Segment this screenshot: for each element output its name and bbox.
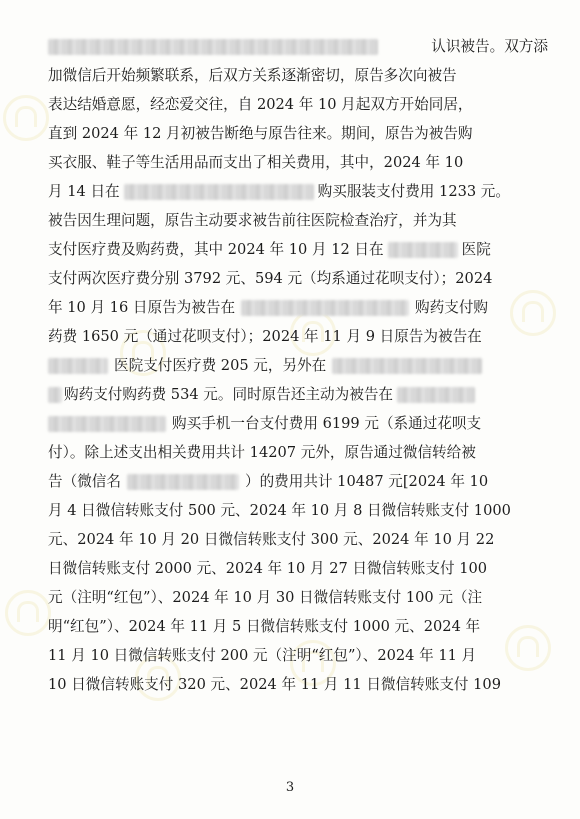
line-text: 医院支付医疗费 205 元，另外在 <box>114 357 327 374</box>
line-text: 年 10 月 16 日原告为被告在 <box>48 299 236 316</box>
line-text: 购药支付购 <box>415 299 489 316</box>
text-line <box>48 469 548 495</box>
text-line <box>48 295 548 321</box>
text-line <box>48 382 548 408</box>
line-text: 付）。除上述支出相关费用共计 14207 元外，原告通过微信转给被 <box>48 444 476 461</box>
redacted-text <box>48 358 108 374</box>
line-text: 购买服装支付费用 1233 元。 <box>317 183 510 200</box>
text-line <box>48 237 548 263</box>
line-text: 加微信后开始频繁联系，后双方关系逐渐密切，原告多次向被告 <box>48 67 457 84</box>
line-text: 月 4 日微信转账支付 500 元、2024 年 10 月 8 日微信转账支付 1000 <box>48 502 511 519</box>
text-line <box>48 527 548 553</box>
redacted-text <box>48 387 62 403</box>
text-line <box>48 208 548 234</box>
line-text: ）的费用共计 10487 元[2024 年 10 <box>244 473 489 490</box>
line-text: 购药支付购药费 534 元。同时原告还主动为被告在 <box>64 386 394 403</box>
watermark-logo-icon <box>5 590 51 636</box>
line-text: 买衣服、鞋子等生活用品而支出了相关费用，其中，2024 年 10 <box>48 154 464 171</box>
redacted-text <box>48 416 166 432</box>
line-text: 明“红包”）、2024 年 11 月 5 日微信转账支付 1000 元、2024 年 <box>48 618 481 635</box>
redacted-text <box>241 300 409 316</box>
line-text: 表达结婚意愿，经恋爱交往，自 2024 年 10 月起双方开始同居， <box>48 96 473 113</box>
line-text: 11 月 10 日微信转账支付 200 元（注明“红包”）、2024 年 11 月 <box>48 647 477 664</box>
line-text: 购买手机一台支付费用 6199 元（系通过花呗支 <box>172 415 482 432</box>
text-line <box>48 585 548 611</box>
line-text: 元（注明“红包”）、2024 年 10 月 30 日微信转账支付 100 元（注 <box>48 589 483 606</box>
text-line <box>48 614 548 640</box>
text-line <box>48 63 548 89</box>
text-line <box>48 498 548 524</box>
watermark-logo-icon <box>3 95 49 141</box>
text-line <box>48 556 548 582</box>
redacted-text <box>332 358 482 374</box>
line-text: 认识被告。双方添 <box>431 38 548 55</box>
text-line <box>48 672 548 698</box>
redacted-text <box>124 184 314 200</box>
text-line <box>48 34 548 60</box>
line-text: 直到 2024 年 12 月初被告断绝与原告往来。期间，原告为被告购 <box>48 125 473 142</box>
text-line <box>48 179 548 205</box>
text-line <box>48 353 548 379</box>
redacted-text <box>388 242 458 258</box>
line-text: 支付医疗费及购药费，其中 2024 年 10 月 12 日在 <box>48 241 384 258</box>
line-text: 元、2024 年 10 月 20 日微信转账支付 300 元、2024 年 10 月 22 <box>48 531 495 548</box>
line-text: 告（微信名 <box>48 473 121 490</box>
text-line <box>48 643 548 669</box>
line-text: 支付两次医疗费分别 3792 元、594 元（均系通过花呗支付）；2024 <box>48 270 493 287</box>
line-text: 月 14 日在 <box>48 183 120 200</box>
line-text: 日微信转账支付 2000 元、2024 年 10 月 27 日微信转账支付 100 <box>48 560 488 577</box>
redacted-text <box>397 387 475 403</box>
text-line <box>48 440 548 466</box>
text-line <box>48 324 548 350</box>
redacted-text <box>127 474 239 490</box>
page-number: 3 <box>285 780 295 795</box>
redacted-text <box>48 39 378 55</box>
text-line <box>48 411 548 437</box>
text-line <box>48 150 548 176</box>
line-text: 被告因生理问题，原告主动要求被告前往医院检查治疗，并为其 <box>48 212 457 229</box>
text-line <box>48 92 548 118</box>
text-line <box>48 266 548 292</box>
line-text: 药费 1650 元（通过花呗支付）；2024 年 11 月 9 日原告为被告在 <box>48 328 482 345</box>
text-line <box>48 121 548 147</box>
line-text: 医院 <box>461 241 491 258</box>
line-text: 10 日微信转账支付 320 元、2024 年 11 月 11 日微信转账支付 109 <box>48 676 501 693</box>
